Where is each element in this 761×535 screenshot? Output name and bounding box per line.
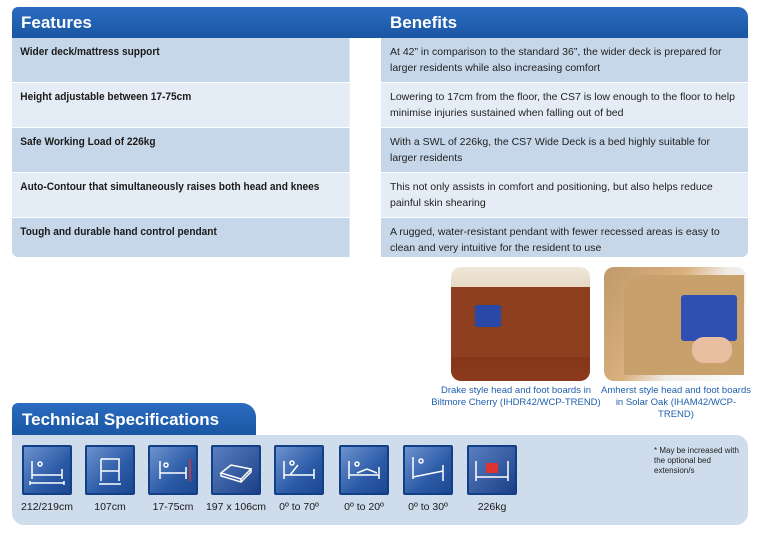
height-range-icon: [148, 445, 198, 495]
weight-capacity-icon: [467, 445, 517, 495]
spec-label: 197 x 106cm: [205, 501, 267, 513]
table-header: [12, 7, 748, 38]
backrest-angle-icon: [274, 445, 324, 495]
drake-caption: Drake style head and foot boards in Biltmore Cherry (IHDR42/WCP-TREND): [431, 385, 601, 408]
deck-size-icon: [211, 445, 261, 495]
feature-cell: Safe Working Load of 226kg: [12, 128, 350, 172]
feature-cell: Wider deck/mattress support: [12, 38, 350, 82]
spec-label: 0º to 20º: [344, 501, 384, 513]
bed-length-icon: [22, 445, 72, 495]
drake-headboard-photo: [451, 267, 590, 381]
amherst-headboard-photo: [604, 267, 746, 381]
cherry-headboard: [451, 287, 590, 357]
benefits-heading: Benefits: [390, 12, 458, 32]
feature-cell: Height adjustable between 17-75cm: [12, 83, 350, 127]
extension-footnote: * May be increased with the optional bed extension/s: [654, 446, 739, 475]
tilt-angle-icon: [403, 445, 453, 495]
benefit-cell: A rugged, water-resistant pendant with fewer recessed areas is easy to clean and very intuitive for the resident to use: [381, 218, 748, 257]
spec-bed-length: [22, 445, 72, 513]
spec-tilt-angle: [403, 445, 453, 513]
table-row: [12, 173, 748, 218]
benefit-cell: Lowering to 17cm from the floor, the CS7 is low enough to the floor to help minimise injuries sustained when falling out of bed: [381, 83, 748, 127]
table-row: [12, 83, 748, 128]
spec-label: 212/219cm: [21, 501, 73, 513]
spec-knee-angle: [339, 445, 389, 513]
benefit-cell: This not only assists in comfort and positioning, but also helps reduce painful skin shearing: [381, 173, 748, 217]
hand-image: [692, 337, 732, 363]
spec-label: 0º to 30º: [408, 501, 448, 513]
benefit-cell: At 42” in comparison to the standard 36”, the wider deck is prepared for larger residents while also increasing comfort: [381, 38, 748, 82]
feature-cell: Auto-Contour that simultaneously raises both head and knees: [12, 173, 350, 217]
feature-cell: Tough and durable hand control pendant: [12, 218, 350, 257]
amherst-caption: Amherst style head and foot boards in Solar Oak (IHAM42/WCP-TREND): [601, 385, 751, 420]
hand-control-pendant-image: [475, 305, 501, 327]
spec-deck-size: [205, 445, 267, 513]
features-heading: Features: [21, 12, 92, 32]
spec-label: 107cm: [94, 501, 126, 513]
spec-label: 226kg: [477, 501, 507, 513]
spec-label: 17-75cm: [152, 501, 194, 513]
technical-specifications-heading: Technical Specifications: [12, 403, 256, 435]
hand-control-pendant-image: [681, 295, 737, 341]
table-row: [12, 218, 748, 257]
spec-weight-capacity: [467, 445, 517, 513]
table-row: [12, 128, 748, 173]
spec-bed-width: [85, 445, 135, 513]
spec-height-range: [148, 445, 198, 513]
knee-angle-icon: [339, 445, 389, 495]
technical-specifications-panel: [12, 435, 748, 525]
features-benefits-table: [12, 7, 748, 257]
bed-width-icon: [85, 445, 135, 495]
spec-label: 0º to 70º: [279, 501, 319, 513]
spec-backrest-angle: [274, 445, 324, 513]
benefit-cell: With a SWL of 226kg, the CS7 Wide Deck is a bed highly suitable for larger residents: [381, 128, 748, 172]
table-row: [12, 38, 748, 83]
